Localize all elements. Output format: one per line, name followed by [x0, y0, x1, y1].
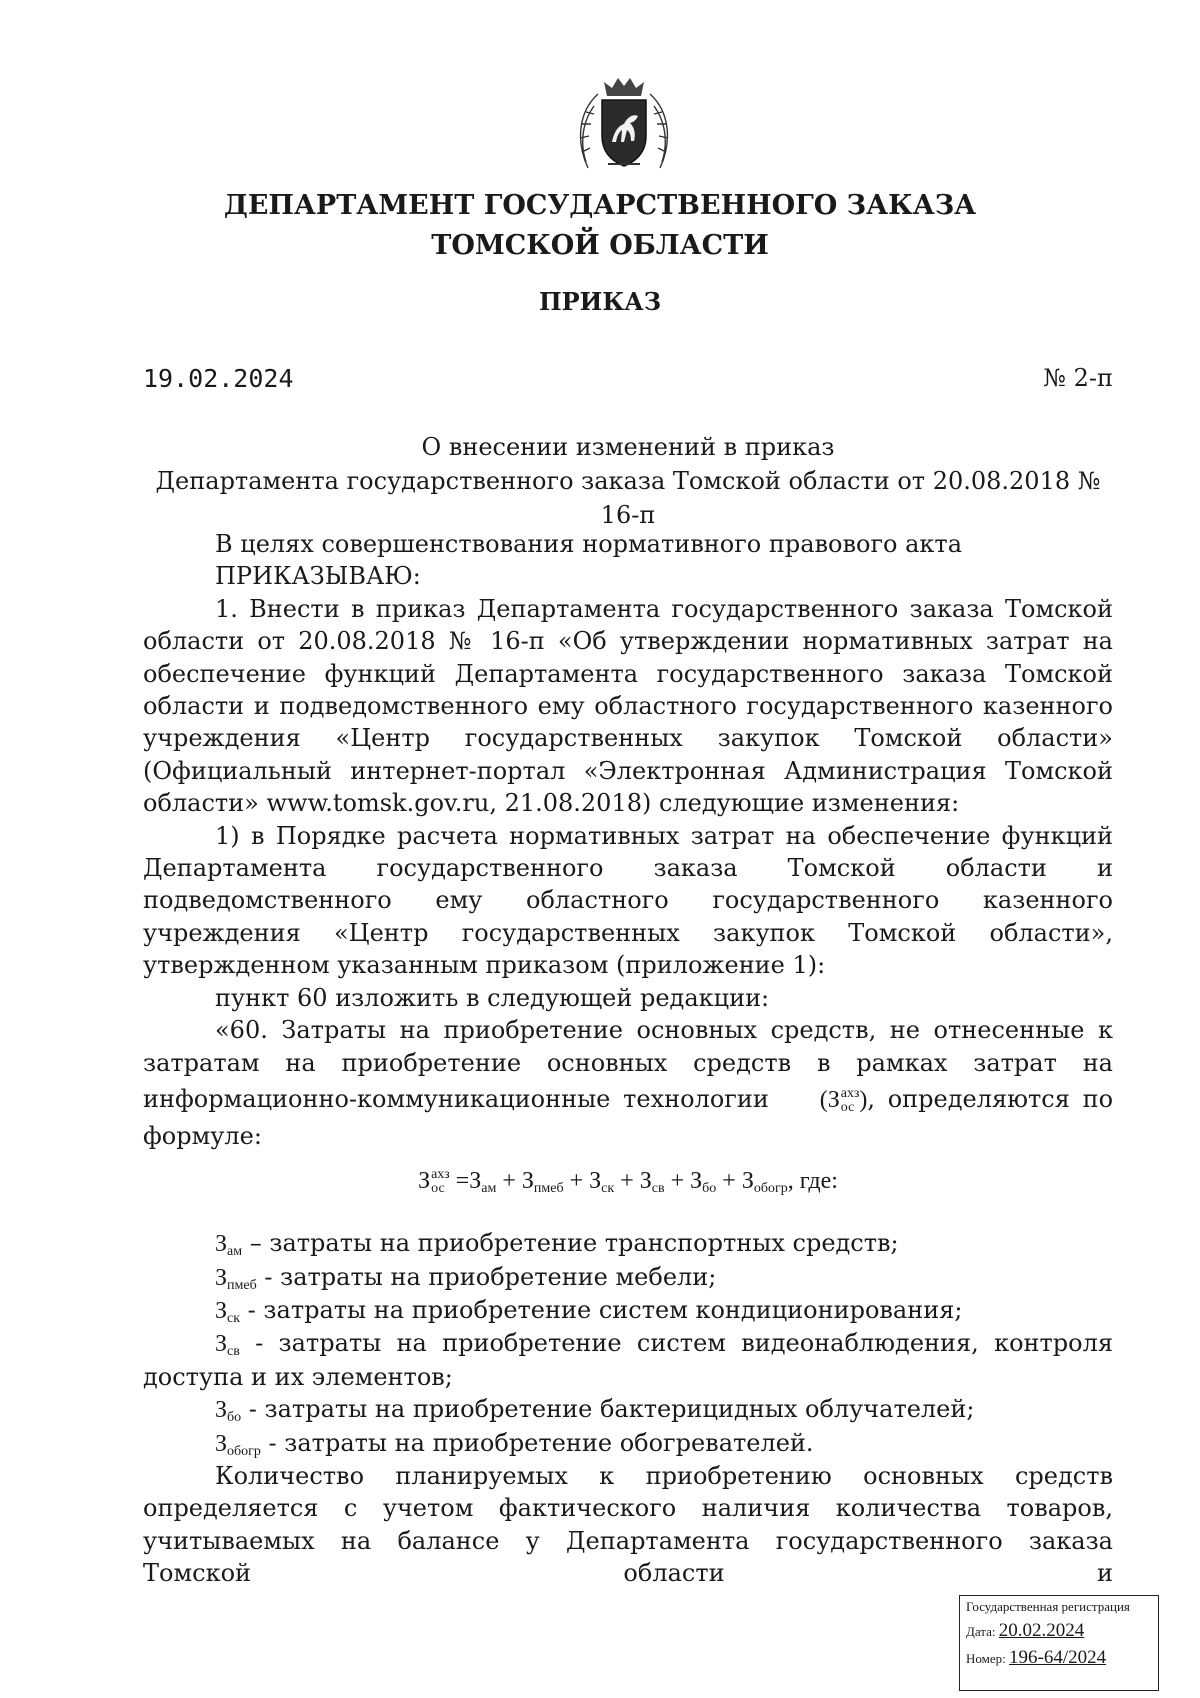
- definition-sk: $З_{ск}$ - затраты на приобретение систем кондиционирования;: [215, 1295, 963, 1326]
- date-number-line: [143, 364, 1113, 393]
- department-title-line2: ТОМСКОЙ ОБЛАСТИ: [431, 230, 769, 261]
- document-body: [143, 528, 1113, 1590]
- stamp-number-value: 196-64/2024: [1009, 1647, 1107, 1668]
- stamp-number-row: [966, 1645, 1152, 1672]
- stamp-date-row: [966, 1618, 1152, 1645]
- closing-paragraph: Количество планируемых к приобретению основных средств определяется с учетом фактического наличия количества товаров, учитываемых на балансе у Департамента государственного заказа Томской области и: [143, 1461, 1113, 1588]
- point-60-intro: пункт 60 изложить в следующей редакции:: [215, 983, 770, 1012]
- point-60-text: «60. Затраты на приобретение основных средств, не отнесенные к затратам на приобретение основных средств в рамках затрат на: [143, 1016, 1113, 1077]
- definition-sv: $З_{св}$ - затраты на приобретение систем видеонаблюдения, контроля доступа и их элементов;: [143, 1329, 1113, 1391]
- point-60-text-cont: [143, 1083, 1113, 1116]
- stamp-title: Государственная регистрация: [966, 1599, 1130, 1614]
- definition-pmeb: $З_{пмеб}$ - затраты на приобретение мебели;: [215, 1262, 717, 1293]
- inline-formula: (З ахз ос ): [819, 1086, 868, 1116]
- registration-stamp: [959, 1595, 1159, 1691]
- p60-determine-text: , определяются по: [867, 1084, 1114, 1113]
- document-type: ПРИКАЗ: [538, 287, 662, 316]
- document-date: 19.02.2024: [143, 364, 294, 393]
- formula: З ахз ос $=З_{ам} + З_{пмеб} + З_{ск} + З_{св} + З_{бо} + З_{обогр}$, где:: [418, 1167, 838, 1197]
- stamp-number-label: Номер:: [966, 1651, 1006, 1666]
- stamp-date-value: 20.02.2024: [998, 1620, 1085, 1641]
- stamp-date-label: Дата:: [966, 1624, 996, 1639]
- item-1-paragraph: 1. Внести в приказ Департамента государственного заказа Томской области от 20.08.2018 № 16-п «Об утверждении нормативных затрат на обеспечение функций Департамента государственного заказа Томской области и подведомственного ему областного государственного казенного учреждения «Центр государственных закупок Томской области» (Официальный интернет-портал «Электронная Администрация Томской области» www.tomsk.gov.ru, 21.08.2018) следующие изменения:: [143, 594, 1113, 818]
- definition-obogr: $З_{обогр}$ - затраты на приобретение обогревателей.: [215, 1428, 814, 1459]
- coat-of-arms-icon: [568, 72, 680, 176]
- subitem-1-paragraph: 1) в Порядке расчета нормативных затрат на обеспечение функций Департамента государственного заказа Томской области и подведомственного ему областного государственного казенного учреждения «Центр государственных закупок Томской области», утвержденном указанным приказом (приложение 1):: [143, 821, 1113, 980]
- subject-line2: Департамента государственного заказа Томской области от 20.08.2018 № 16-п: [155, 467, 1101, 529]
- department-title-line1: ДЕПАРТАМЕНТ ГОСУДАРСТВЕННОГО ЗАКАЗА: [223, 190, 977, 221]
- order-word: ПРИКАЗЫВАЮ:: [215, 562, 421, 591]
- definition-am: $З_{ам}$ – затраты на приобретение транспортных средств;: [215, 1229, 899, 1260]
- point-60-formula-word: формуле:: [143, 1122, 262, 1151]
- document-subject: [143, 430, 1113, 532]
- definition-bo: $З_{бо}$ - затраты на приобретение бактерицидных облучателей;: [215, 1395, 975, 1426]
- preamble-paragraph: В целях совершенствования нормативного правового акта: [215, 530, 962, 558]
- document-number: № 2-п: [1043, 364, 1113, 392]
- subject-line1: О внесении изменений в приказ: [421, 433, 835, 461]
- p60-ict-text: информационно-коммуникационные технологии: [143, 1084, 769, 1113]
